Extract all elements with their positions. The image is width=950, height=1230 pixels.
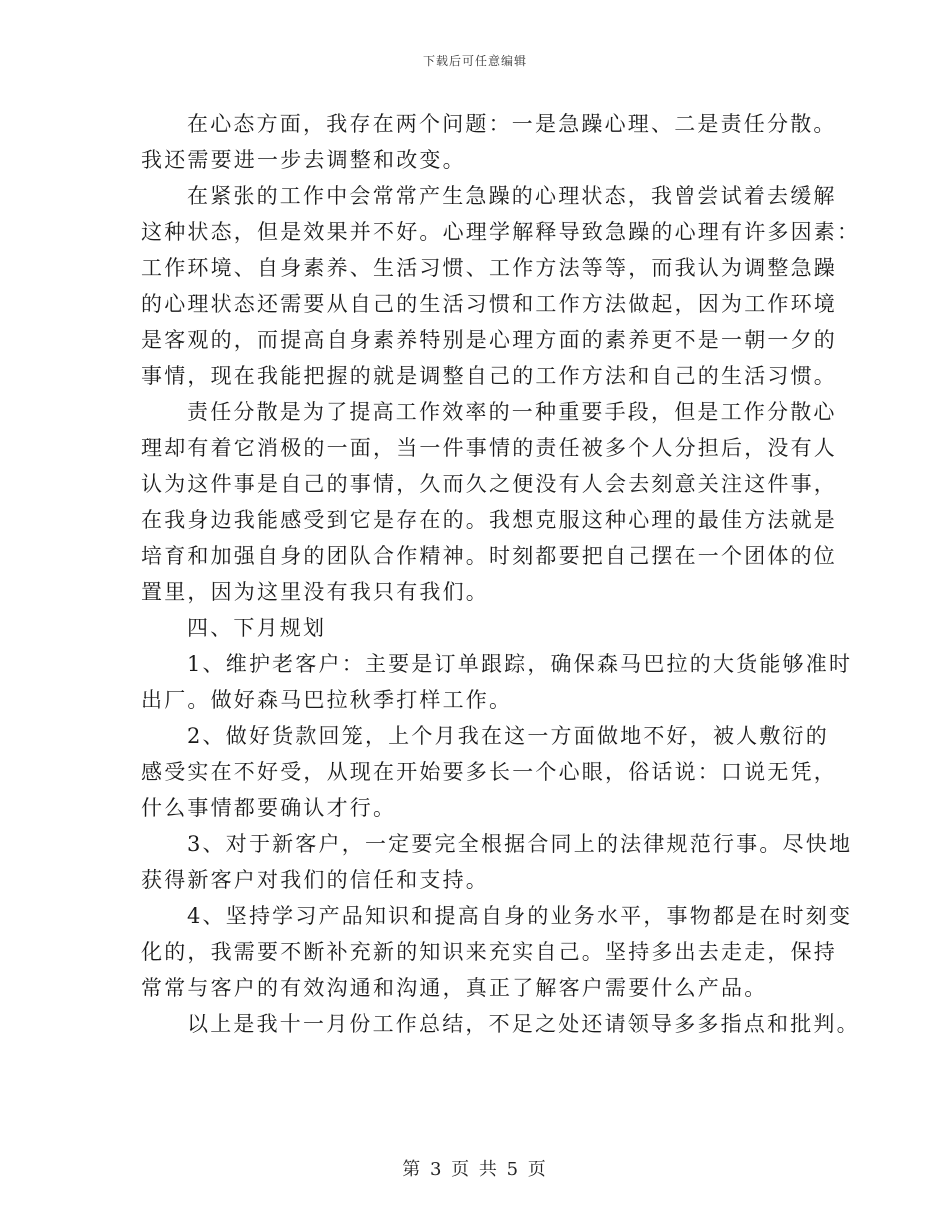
paragraph-line: 事情，现在我能把握的就是调整自己的工作方法和自己的生活习惯。	[141, 364, 837, 388]
paragraph-line: 获得新客户对我们的信任和支持。	[141, 868, 489, 892]
paragraph-line: 3、对于新客户，一定要完全根据合同上的法律规范行事。尽快地	[187, 832, 853, 856]
document-body	[141, 106, 861, 1042]
paragraph-line: 以上是我十一月份工作总结，不足之处还请领导多多指点和批判。	[187, 1012, 860, 1036]
paragraph-line: 我还需要进一步去调整和改变。	[141, 148, 466, 172]
paragraph	[141, 610, 813, 646]
page-footer: 第 3 页 共 5 页	[402, 1159, 548, 1180]
paragraph-line: 工作环境、自身素养、生活习惯、工作方法等等，而我认为调整急躁	[141, 256, 837, 280]
paragraph-line: 在我身边我能感受到它是存在的。我想克服这种心理的最佳方法就是	[141, 508, 837, 532]
paragraph-line: 1、维护老客户：主要是订单跟踪，确保森马巴拉的大货能够准时	[187, 652, 853, 676]
paragraph	[141, 646, 853, 718]
paragraph-line: 四、下月规划	[187, 616, 327, 640]
paragraph-line: 常常与客户的有效沟通和沟通，真正了解客户需要什么产品。	[141, 976, 768, 1000]
header-note: 下载后可任意编辑	[422, 54, 527, 68]
paragraph-line: 是客观的，而提高自身素养特别是心理方面的素养更不是一朝一夕的	[141, 328, 837, 352]
paragraph	[141, 826, 853, 898]
paragraph-line: 理却有着它消极的一面，当一件事情的责任被多个人分担后，没有人	[141, 436, 837, 460]
paragraph-line: 这种状态，但是效果并不好。心理学解释导致急躁的心理有许多因素：	[141, 220, 861, 244]
paragraph-line: 化的，我需要不断补充新的知识来充实自己。坚持多出去走走，保持	[141, 940, 837, 964]
paragraph-line: 什么事情都要确认才行。	[141, 796, 397, 820]
paragraph	[141, 718, 837, 826]
paragraph	[141, 178, 861, 394]
paragraph	[141, 898, 853, 1006]
paragraph-line: 感受实在不好受，从现在开始要多长一个心眼，俗话说：口说无凭，	[141, 760, 837, 784]
paragraph-line: 2、做好货款回笼，上个月我在这一方面做地不好，被人敷衍的	[187, 724, 829, 748]
paragraph	[141, 106, 837, 178]
paragraph-line: 出厂。做好森马巴拉秋季打样工作。	[141, 688, 513, 712]
paragraph-line: 置里，因为这里没有我只有我们。	[141, 580, 489, 604]
paragraph-line: 责任分散是为了提高工作效率的一种重要手段，但是工作分散心	[187, 400, 837, 424]
paragraph-line: 在心态方面，我存在两个问题：一是急躁心理、二是责任分散。	[187, 112, 837, 136]
paragraph-line: 培育和加强自身的团队合作精神。时刻都要把自己摆在一个团体的位	[141, 544, 837, 568]
paragraph-line: 认为这件事是自己的事情，久而久之便没有人会去刻意关注这件事，	[141, 472, 837, 496]
paragraph-line: 在紧张的工作中会常常产生急躁的心理状态，我曾尝试着去缓解	[187, 184, 837, 208]
paragraph	[141, 1006, 860, 1042]
paragraph	[141, 394, 837, 610]
paragraph-line: 的心理状态还需要从自己的生活习惯和工作方法做起，因为工作环境	[141, 292, 837, 316]
paragraph-line: 4、坚持学习产品知识和提高自身的业务水平，事物都是在时刻变	[187, 904, 853, 928]
